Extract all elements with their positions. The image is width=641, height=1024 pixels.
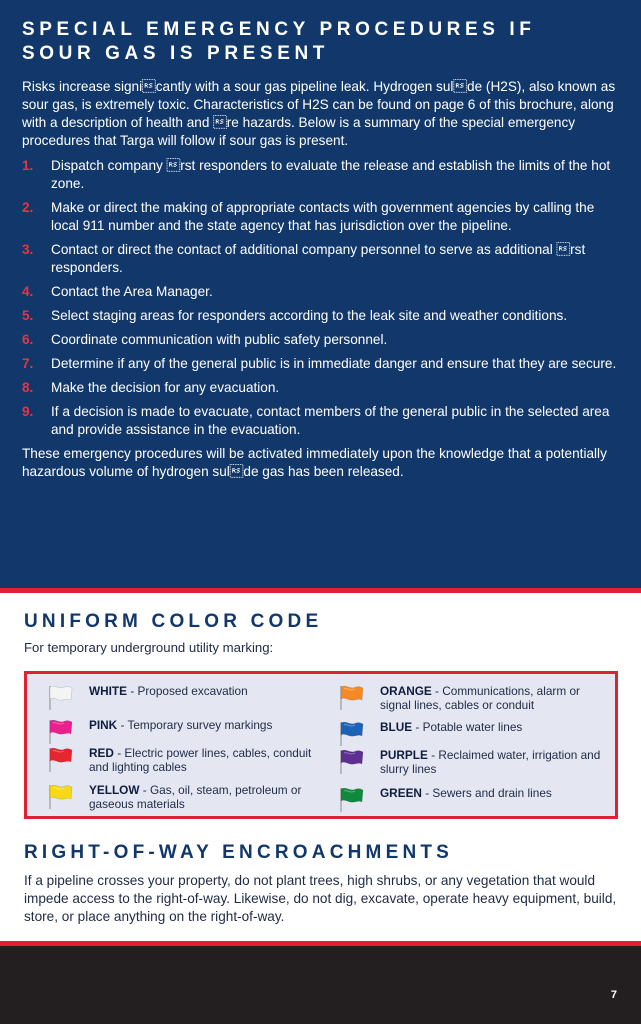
color-name: YELLOW xyxy=(89,783,140,797)
color-description: - Gas, oil, steam, petroleum or gaseous materials xyxy=(89,783,302,811)
color-name: WHITE xyxy=(89,684,128,698)
color-name: PURPLE xyxy=(380,748,428,762)
step-text: Determine if any of the general public is in immediate danger and ensure that they are secure. xyxy=(51,356,617,371)
color-code-text xyxy=(380,684,608,712)
step-number: 4. xyxy=(22,284,34,299)
color-code-text xyxy=(89,684,248,698)
step-text: If a decision is made to evacuate, contact members of the general public in the selected area and provide assistance in the evacuation. xyxy=(51,404,610,437)
color-description: - Temporary survey markings xyxy=(117,718,273,732)
procedure-step xyxy=(22,241,619,277)
color-description: - Reclaimed water, irrigation and slurry lines xyxy=(380,748,601,776)
color-description: - Communications, alarm or signal lines, cables or conduit xyxy=(380,684,580,712)
procedure-step xyxy=(22,331,619,349)
color-name: ORANGE xyxy=(380,684,432,698)
step-number: 7. xyxy=(22,356,34,371)
color-code-subtitle: For temporary underground utility marking: xyxy=(24,640,274,655)
step-number: 2. xyxy=(22,200,34,215)
sour-gas-outro: These emergency procedures will be activated immediately upon the knowledge that a potentially hazardous volume of hydrogen sul de gas has been released. xyxy=(22,446,607,479)
color-code-item xyxy=(45,746,313,774)
color-description: - Sewers and drain lines xyxy=(421,786,552,800)
color-name: PINK xyxy=(89,718,118,732)
color-code-item xyxy=(45,718,313,744)
procedure-step xyxy=(22,379,619,397)
step-text: Contact or direct the contact of additional company personnel to serve as additional rst responders. xyxy=(51,242,586,275)
color-name: BLUE xyxy=(380,720,413,734)
procedure-step xyxy=(22,355,619,373)
yellow-flag-icon xyxy=(45,783,75,809)
blue-flag-icon xyxy=(336,720,366,746)
encroachments-body: If a pipeline crosses your property, do not plant trees, high shrubs, or any vegetation that would impede access to the right-of-way. Likewise, do not dig, excavate, operate heavy equipment, build, store, or place anything on the right-of-way. xyxy=(24,873,617,924)
color-code-title: UNIFORM COLOR CODE xyxy=(24,611,323,632)
color-code-text xyxy=(380,786,552,800)
color-name: RED xyxy=(89,746,114,760)
color-code-item xyxy=(336,748,608,776)
sour-gas-title-line1: SPECIAL EMERGENCY PROCEDURES IF xyxy=(22,19,536,40)
color-name: GREEN xyxy=(380,786,422,800)
color-code-legend xyxy=(24,671,618,819)
procedure-step xyxy=(22,199,619,235)
step-number: 9. xyxy=(22,404,34,419)
green-flag-icon xyxy=(336,786,366,812)
color-description: - Electric power lines, cables, conduit and lighting cables xyxy=(89,746,312,774)
step-text: Coordinate communication with public safety personnel. xyxy=(51,332,388,347)
color-code-text xyxy=(89,746,313,774)
color-code-text xyxy=(89,783,313,811)
color-code-text xyxy=(380,748,608,776)
pink-flag-icon xyxy=(45,718,75,744)
step-number: 5. xyxy=(22,308,34,323)
step-number: 6. xyxy=(22,332,34,347)
procedure-step xyxy=(22,283,619,301)
step-text: Contact the Area Manager. xyxy=(51,284,213,299)
color-description: - Proposed excavation xyxy=(127,684,248,698)
step-number: 1. xyxy=(22,158,34,173)
white-flag-icon xyxy=(45,684,75,710)
encroachments-title: RIGHT-OF-WAY ENCROACHMENTS xyxy=(24,842,454,863)
color-code-item xyxy=(336,684,608,712)
color-code-item xyxy=(45,783,313,811)
step-text: Select staging areas for responders according to the leak site and weather conditions. xyxy=(51,308,568,323)
procedure-step xyxy=(22,403,619,439)
sour-gas-title-line2: SOUR GAS IS PRESENT xyxy=(22,43,329,64)
step-number: 8. xyxy=(22,380,34,395)
procedure-step xyxy=(22,157,619,193)
color-code-text xyxy=(89,718,272,732)
sour-gas-intro: Risks increase signi cantly with a sour gas pipeline leak. Hydrogen sul de (H2S), also known as sour gas, is extremely toxic. Characteristics of H2S can be found on page 6 of this brochure, along with a description of health and re hazards. Below is a summary of the special emergency procedures that Targa will follow if sour gas is present. xyxy=(22,79,616,148)
step-text: Dispatch company rst responders to evaluate the release and establish the limits of the hot zone. xyxy=(51,158,611,191)
purple-flag-icon xyxy=(336,748,366,774)
procedure-list xyxy=(22,157,619,439)
orange-flag-icon xyxy=(336,684,366,710)
page-number: 7 xyxy=(610,989,617,1001)
color-description: - Potable water lines xyxy=(412,720,523,734)
step-text: Make the decision for any evacuation. xyxy=(51,380,280,395)
color-code-item xyxy=(336,720,608,746)
step-number: 3. xyxy=(22,242,34,257)
color-code-item xyxy=(45,684,313,710)
red-flag-icon xyxy=(45,746,75,772)
color-code-text xyxy=(380,720,522,734)
page-footer xyxy=(0,946,641,1024)
step-text: Make or direct the making of appropriate contacts with government agencies by calling the local 911 number and the state agency that has jurisdiction over the pipeline. xyxy=(51,200,595,233)
section-divider xyxy=(0,588,641,593)
color-code-item xyxy=(336,786,608,812)
procedure-step xyxy=(22,307,619,325)
